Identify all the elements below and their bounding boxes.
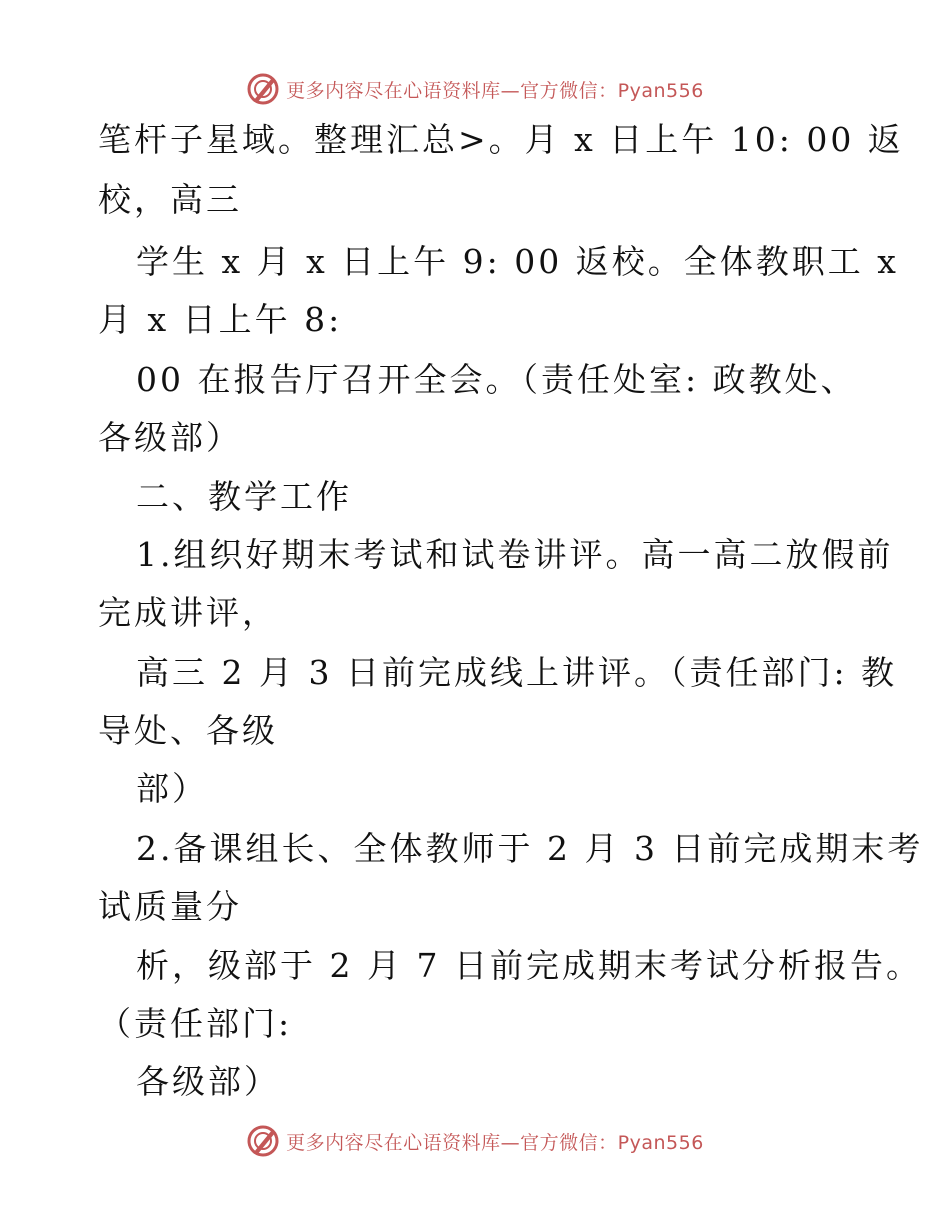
footer-watermark <box>0 1124 950 1158</box>
pen-logo-icon <box>246 72 280 106</box>
header-watermark <box>0 72 950 106</box>
text-line: 试质量分 <box>98 887 242 926</box>
text-line: 部） <box>136 769 208 808</box>
text-line: 00 在报告厅召开全会。（责任处室: 政教处、 <box>136 360 857 399</box>
text-line: 1.组织好期末考试和试卷讲评。高一高二放假前 <box>136 535 894 574</box>
section-heading: 二、教学工作 <box>136 477 352 516</box>
text-line: 完成讲评， <box>98 593 278 632</box>
text-line: 各级部） <box>98 418 242 457</box>
text-line: 导处、各级 <box>98 711 278 750</box>
pen-logo-icon <box>246 1124 280 1158</box>
text-line: （责任部门: <box>98 1004 293 1043</box>
text-line: 学生 x 月 x 日上午 9: 00 返校。全体教职工 x <box>136 242 899 281</box>
watermark-text: 更多内容尽在心语资料库—官方微信：Pyan556 <box>286 1131 704 1154</box>
watermark-text: 更多内容尽在心语资料库—官方微信：Pyan556 <box>286 79 704 102</box>
text-line: 月 x 日上午 8: <box>98 300 343 339</box>
text-line: 笔杆子星域。整理汇总>。月 x 日上午 10: 00 返 <box>98 120 904 159</box>
text-line: 校，高三 <box>98 180 242 219</box>
text-line: 析，级部于 2 月 7 日前完成期末考试分析报告。 <box>136 946 922 985</box>
text-line: 高三 2 月 3 日前完成线上讲评。（责任部门: 教 <box>136 653 898 692</box>
text-line: 各级部） <box>136 1062 280 1101</box>
text-line: 2.备课组长、全体教师于 2 月 3 日前完成期末考 <box>136 829 924 868</box>
